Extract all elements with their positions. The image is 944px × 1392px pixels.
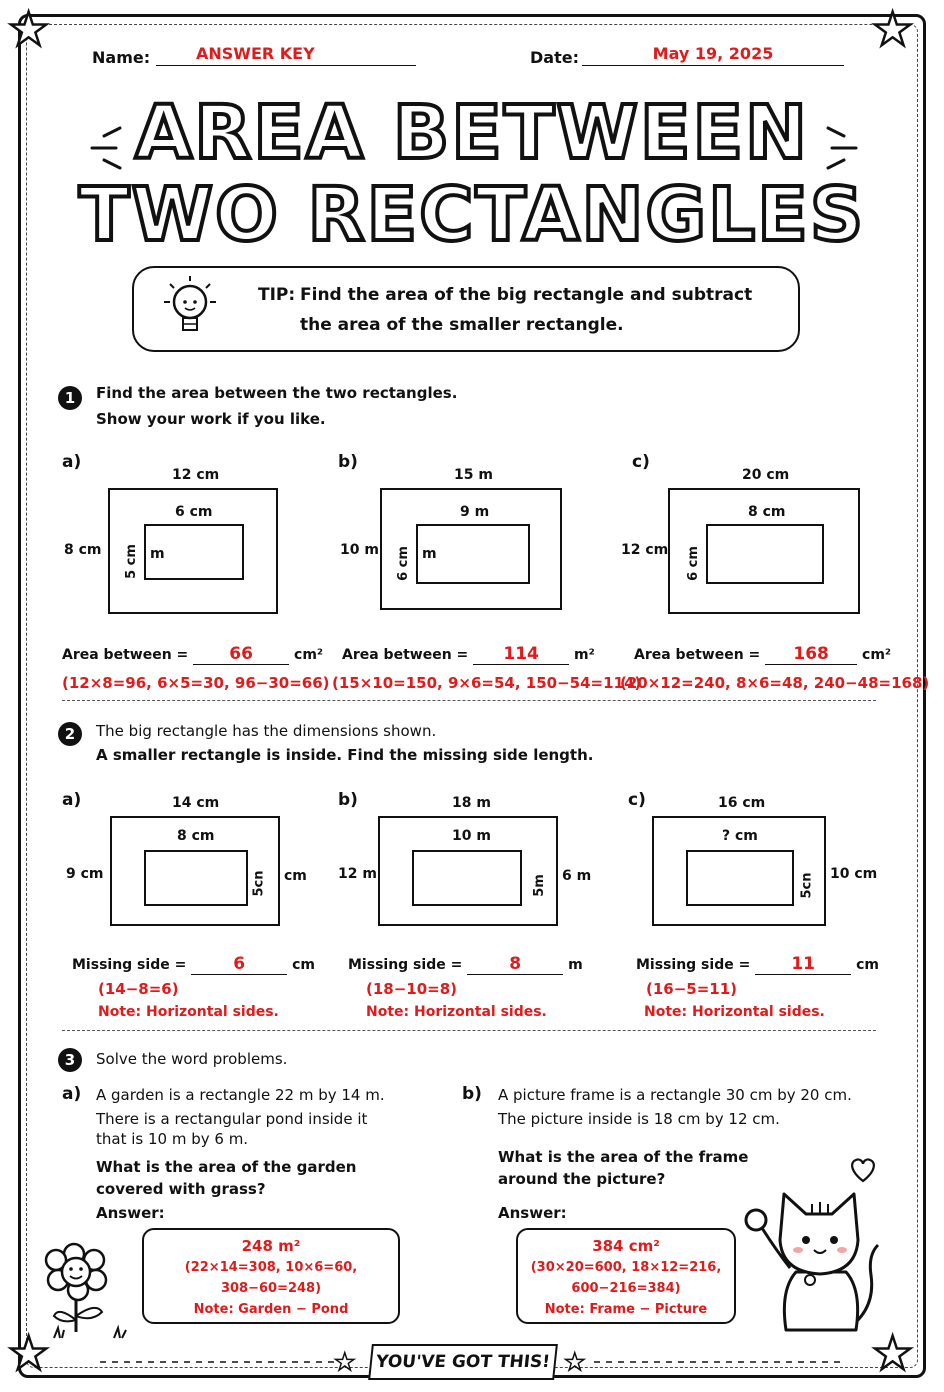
q3b-text-2: The picture inside is 18 cm by 12 cm.	[498, 1110, 780, 1128]
tip-line1: Find the area of the big rectangle and subtract	[300, 285, 753, 305]
date-field[interactable]: May 19, 2025	[582, 44, 844, 66]
q1c-outer-width: 20 cm	[742, 467, 790, 483]
sparkle-right-icon	[822, 118, 862, 178]
name-field[interactable]: ANSWER KEY	[156, 44, 416, 66]
q3b-question-1: What is the area of the frame	[498, 1148, 749, 1166]
q2b-answer-field[interactable]: 8	[467, 954, 563, 975]
q1c-outer-height: 12 cm	[621, 542, 669, 558]
q1a-inner-height: 5 cm	[123, 544, 139, 579]
q2a-letter: a)	[62, 790, 82, 810]
q2b-inner-rect	[412, 850, 522, 906]
q1a-work: (12×8=96, 6×5=30, 96−30=66)	[62, 674, 330, 692]
q2b-answer-label: Missing side =	[348, 957, 463, 973]
q1-instruction: Find the area between the two rectangles.	[96, 384, 458, 402]
star-icon: ★	[8, 1326, 50, 1380]
q1a-answer-label: Area between =	[62, 647, 189, 663]
lightbulb-icon	[150, 270, 230, 350]
star-icon: ★	[872, 2, 914, 56]
q2a-answer-label: Missing side =	[72, 957, 187, 973]
q2c-work: (16−5=11)	[646, 980, 738, 998]
q2b-letter: b)	[338, 790, 358, 810]
q1b-work: (15×10=150, 9×6=54, 150−54=114)	[332, 674, 642, 692]
q2a-answer-field[interactable]: 6	[191, 954, 287, 975]
q1c-answer-label: Area between =	[634, 647, 761, 663]
section-divider	[62, 700, 876, 701]
name-label: Name:	[92, 48, 151, 67]
q3-instruction: Solve the word problems.	[96, 1050, 288, 1068]
q1b-letter: b)	[338, 452, 358, 472]
q3a-answer-work-1: (22×14=308, 10×6=60,	[184, 1260, 358, 1275]
q2a-note: Note: Horizontal sides.	[98, 1004, 279, 1020]
q2a-inner-height: 5cn	[251, 870, 267, 897]
q1c-inner-height: 6 cm	[685, 546, 701, 581]
q1a-answer-row	[62, 644, 323, 665]
tip-line2: the area of the smaller rectangle.	[300, 315, 624, 335]
q1b-inner-unit: m	[422, 546, 437, 562]
question-number: 3	[58, 1048, 82, 1072]
q1a-letter: a)	[62, 452, 82, 472]
q3a-answer-label: Answer:	[96, 1204, 165, 1222]
q1c-answer-field[interactable]: 168	[765, 644, 857, 665]
q3a-text-3: that is 10 m by 6 m.	[96, 1130, 249, 1148]
q1b-inner-height: 6 cm	[395, 546, 411, 581]
q1b-answer-row	[342, 644, 595, 665]
q2-instruction-2: A smaller rectangle is inside. Find the missing side length.	[96, 746, 594, 764]
q1c-inner-rect	[706, 524, 824, 584]
star-icon: ★	[872, 1326, 914, 1380]
q1b-answer-label: Area between =	[342, 647, 469, 663]
q3a-answer-work-2: 308−60=248)	[220, 1281, 322, 1296]
q2b-outer-width: 18 m	[452, 795, 491, 811]
date-label: Date:	[530, 48, 579, 67]
q3a-text-2: There is a rectangular pond inside it	[96, 1110, 368, 1128]
q1a-answer-field[interactable]: 66	[193, 644, 289, 665]
q1b-unit: m²	[574, 647, 595, 663]
q3a-question-2: covered with grass?	[96, 1180, 266, 1198]
page-title-line1: AREA BETWEEN	[135, 90, 809, 176]
flower-icon	[40, 1236, 130, 1336]
q3b-answer-work-2: 600−216=384)	[571, 1281, 681, 1296]
q3b-answer-label: Answer:	[498, 1204, 567, 1222]
q2a-outer-height: 9 cm	[66, 866, 104, 882]
q3b-answer-value: 384 cm²	[592, 1237, 660, 1255]
footer-banner: YOU'VE GOT THIS!	[368, 1344, 558, 1380]
q2c-outer-width: 16 cm	[718, 795, 766, 811]
q3a-answer-note: Note: Garden − Pond	[193, 1302, 349, 1317]
star-icon: ★	[334, 1348, 356, 1376]
q1b-outer-height: 10 m	[340, 542, 379, 558]
q2a-inner-rect	[144, 850, 248, 906]
q1b-answer-field[interactable]: 114	[473, 644, 569, 665]
cat-icon	[736, 1180, 886, 1340]
q2b-side-unit: 6 m	[562, 868, 592, 884]
q1b-inner-width: 9 m	[460, 504, 490, 520]
question-number: 1	[58, 386, 82, 410]
q2a-inner-width: 8 cm	[177, 828, 215, 844]
q2c-answer-row	[636, 954, 879, 975]
q2c-letter: c)	[628, 790, 646, 810]
question-number: 2	[58, 722, 82, 746]
q2c-answer-label: Missing side =	[636, 957, 751, 973]
q3a-letter: a)	[62, 1084, 82, 1104]
q1a-inner-width: 6 cm	[175, 504, 213, 520]
sparkle-left-icon	[86, 118, 126, 178]
q3b-answer-box[interactable]	[516, 1228, 736, 1324]
q1a-outer-width: 12 cm	[172, 467, 220, 483]
q1c-inner-width: 8 cm	[748, 504, 786, 520]
page-title-line2: TWO RECTANGLES	[78, 172, 866, 258]
section-divider	[62, 1030, 876, 1031]
q2b-note: Note: Horizontal sides.	[366, 1004, 547, 1020]
q1c-answer-row	[634, 644, 891, 665]
q3a-answer-box[interactable]	[142, 1228, 400, 1324]
star-icon: ★	[564, 1348, 586, 1376]
q3a-text-1: A garden is a rectangle 22 m by 14 m.	[96, 1086, 385, 1104]
q2a-answer-row	[72, 954, 315, 975]
star-icon: ★	[8, 2, 50, 56]
q2a-unit: cm	[292, 957, 315, 973]
q3b-question-2: around the picture?	[498, 1170, 666, 1188]
q1b-outer-width: 15 m	[454, 467, 493, 483]
q2b-outer-height: 12 m	[338, 866, 377, 882]
q2a-side-unit: cm	[284, 868, 307, 884]
q1a-unit: cm²	[294, 647, 324, 663]
q1c-letter: c)	[632, 452, 650, 472]
q2b-answer-row	[348, 954, 583, 975]
q2c-inner-rect	[686, 850, 794, 906]
q2c-outer-height: 10 cm	[830, 866, 878, 882]
q3b-text-1: A picture frame is a rectangle 30 cm by 20 cm.	[498, 1086, 852, 1104]
q2b-inner-width: 10 m	[452, 828, 491, 844]
q2-instruction: The big rectangle has the dimensions shown.	[96, 722, 437, 740]
q2c-inner-width: ? cm	[722, 828, 758, 844]
q2a-outer-width: 14 cm	[172, 795, 220, 811]
q1a-inner-unit: m	[150, 546, 165, 562]
q2b-inner-height: 5m	[531, 874, 547, 897]
q3a-answer-value: 248 m²	[241, 1237, 301, 1255]
q1a-outer-height: 8 cm	[64, 542, 102, 558]
q1c-work: (20×12=240, 8×6=48, 240−48=168)	[620, 674, 930, 692]
q2c-unit: cm	[856, 957, 879, 973]
grass-icon	[50, 1324, 130, 1340]
q2c-note: Note: Horizontal sides.	[644, 1004, 825, 1020]
q3a-question-1: What is the area of the garden	[96, 1158, 357, 1176]
q2c-inner-height: 5cn	[799, 872, 815, 899]
q3b-answer-note: Note: Frame − Picture	[544, 1302, 708, 1317]
q2c-answer-field[interactable]: 11	[755, 954, 851, 975]
q2b-work: (18−10=8)	[366, 980, 458, 998]
q1c-unit: cm²	[862, 647, 892, 663]
q2a-work: (14−8=6)	[98, 980, 179, 998]
q3b-answer-work-1: (30×20=600, 18×12=216,	[530, 1260, 722, 1275]
q3b-letter: b)	[462, 1084, 482, 1104]
tip-label: TIP:	[258, 285, 296, 305]
q2b-unit: m	[568, 957, 583, 973]
q1-instruction-2: Show your work if you like.	[96, 410, 326, 428]
